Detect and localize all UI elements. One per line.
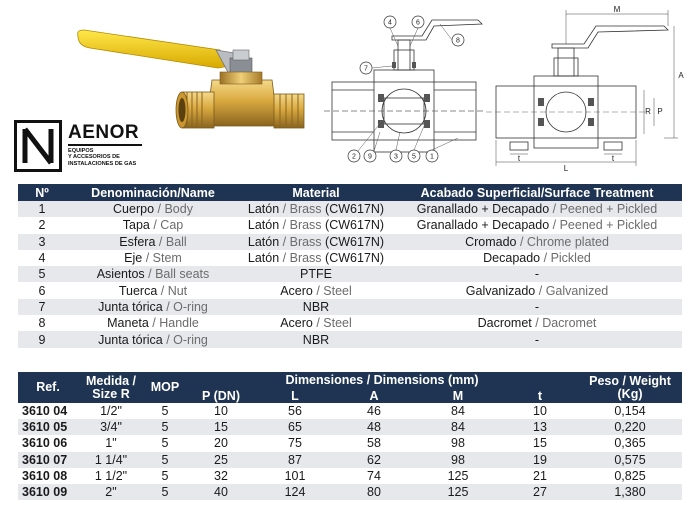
separator: / xyxy=(162,299,174,314)
cell-weight: 0,154 xyxy=(578,403,682,419)
part-number: 7 xyxy=(18,299,66,315)
finish-en: Peened + Pickled xyxy=(559,218,658,233)
dim-label-m: M xyxy=(613,5,621,14)
material-es: PTFE xyxy=(300,267,332,282)
cell-size: 1 1/2" xyxy=(78,468,144,484)
materials-table xyxy=(18,184,682,348)
header-dimensions-group: Dimensiones / Dimensions (mm) xyxy=(186,372,578,389)
part-finish xyxy=(392,266,682,282)
part-name-en: Body xyxy=(164,202,193,217)
cell-mop: 5 xyxy=(144,484,186,500)
finish-es: - xyxy=(534,267,540,282)
valve-dimension-drawing xyxy=(478,4,688,174)
part-name-es: Cuerpo xyxy=(113,202,155,217)
separator: / xyxy=(549,218,560,233)
material-row xyxy=(18,250,682,266)
part-name-en: Handle xyxy=(159,316,199,331)
cell-mop: 5 xyxy=(144,419,186,435)
finish-es: Dacromet xyxy=(477,316,532,331)
cell-l: 124 xyxy=(256,484,334,500)
part-number: 4 xyxy=(18,250,66,266)
dim-label-r: R xyxy=(645,107,651,116)
aenor-divider xyxy=(68,144,142,146)
aenor-certification-logo xyxy=(14,120,144,172)
material-grade: (CW617N) xyxy=(325,234,385,249)
part-name-en: Ball xyxy=(165,234,187,249)
cell-size: 1/2" xyxy=(78,403,144,419)
material-row xyxy=(18,234,682,250)
material-en: Brass xyxy=(289,202,322,217)
finish-en: Chrome plated xyxy=(526,234,609,249)
separator: / xyxy=(279,234,290,249)
material-row xyxy=(18,217,682,233)
separator: / xyxy=(531,316,543,331)
header-t: t xyxy=(502,389,578,403)
part-name xyxy=(66,331,240,347)
separator: / xyxy=(157,283,168,298)
material-en: Steel xyxy=(323,283,352,298)
part-finish xyxy=(392,250,682,266)
separator: / xyxy=(149,218,161,233)
material-en: Brass xyxy=(289,234,322,249)
dim-label-t-left: t xyxy=(517,154,521,163)
cell-mop: 5 xyxy=(144,435,186,451)
header-ref: Ref. xyxy=(18,372,78,403)
finish-en: Galvanized xyxy=(545,283,609,298)
material-en: Steel xyxy=(323,316,352,331)
cell-t: 15 xyxy=(502,435,578,451)
cell-l: 65 xyxy=(256,419,334,435)
material-grade: (CW617N) xyxy=(325,251,385,266)
cell-size: 3/4" xyxy=(78,419,144,435)
dim-label-t-right: t xyxy=(611,154,615,163)
dimension-row xyxy=(18,435,682,451)
cell-m: 98 xyxy=(414,452,502,468)
part-name-es: Junta tórica xyxy=(98,332,163,347)
aenor-n-mark-icon xyxy=(14,120,62,172)
separator: / xyxy=(148,316,160,331)
cell-ref: 3610 07 xyxy=(18,452,78,468)
cell-size: 1" xyxy=(78,435,144,451)
separator: / xyxy=(312,316,324,331)
part-name-en: Stem xyxy=(152,251,182,266)
cell-m: 125 xyxy=(414,468,502,484)
callout-8: 8 xyxy=(456,37,460,45)
separator: / xyxy=(154,202,165,217)
material-row xyxy=(18,331,682,347)
cell-m: 84 xyxy=(414,419,502,435)
finish-en: Pickled xyxy=(550,251,591,266)
header-size: Medida / Size R xyxy=(78,372,144,403)
part-number: 2 xyxy=(18,217,66,233)
separator: / xyxy=(516,234,527,249)
callout-7: 7 xyxy=(364,65,368,73)
callout-6: 6 xyxy=(416,19,420,27)
part-finish xyxy=(392,331,682,347)
header-p-dn: P (DN) xyxy=(186,389,256,403)
cell-weight: 1,380 xyxy=(578,484,682,500)
cell-ref: 3610 06 xyxy=(18,435,78,451)
header-m: M xyxy=(414,389,502,403)
header-material: Material xyxy=(240,184,392,201)
cell-size: 2" xyxy=(78,484,144,500)
part-name-en: O-ring xyxy=(173,299,208,314)
part-material xyxy=(240,217,392,233)
cell-m: 98 xyxy=(414,435,502,451)
dimension-row xyxy=(18,484,682,500)
callout-5: 5 xyxy=(412,153,416,161)
aenor-name: AENOR xyxy=(68,122,140,143)
material-en: Brass xyxy=(289,251,322,266)
cell-a: 48 xyxy=(334,419,414,435)
cell-l: 87 xyxy=(256,452,334,468)
cell-l: 56 xyxy=(256,403,334,419)
part-number: 9 xyxy=(18,331,66,347)
header-l: L xyxy=(256,389,334,403)
materials-header-row xyxy=(18,184,682,201)
part-material xyxy=(240,299,392,315)
separator: / xyxy=(549,202,560,217)
part-number: 6 xyxy=(18,282,66,298)
part-material xyxy=(240,201,392,217)
cell-size: 1 1/4" xyxy=(78,452,144,468)
dim-label-l: L xyxy=(563,164,569,173)
cell-a: 46 xyxy=(334,403,414,419)
material-en: Brass xyxy=(289,218,322,233)
part-material xyxy=(240,234,392,250)
part-number: 5 xyxy=(18,266,66,282)
part-number: 8 xyxy=(18,315,66,331)
cell-l: 101 xyxy=(256,468,334,484)
header-name: Denominación/Name xyxy=(66,184,240,201)
material-es: NBR xyxy=(302,332,330,347)
dimension-row xyxy=(18,419,682,435)
header-mop: MOP xyxy=(144,372,186,403)
part-name xyxy=(66,299,240,315)
part-finish xyxy=(392,299,682,315)
material-es: Acero xyxy=(280,316,313,331)
separator: / xyxy=(279,218,290,233)
cell-t: 27 xyxy=(502,484,578,500)
part-material xyxy=(240,315,392,331)
part-name xyxy=(66,201,240,217)
part-finish xyxy=(392,315,682,331)
header-a: A xyxy=(334,389,414,403)
cell-a: 74 xyxy=(334,468,414,484)
cell-p-dn: 15 xyxy=(186,419,256,435)
material-row xyxy=(18,201,682,217)
material-es: NBR xyxy=(302,299,330,314)
part-number: 3 xyxy=(18,234,66,250)
part-name-en: Ball seats xyxy=(155,267,210,282)
part-name xyxy=(66,282,240,298)
cell-t: 21 xyxy=(502,468,578,484)
part-name-es: Junta tórica xyxy=(98,299,163,314)
finish-en: Peened + Pickled xyxy=(559,202,658,217)
dimensions-body xyxy=(18,403,682,500)
part-name-en: Nut xyxy=(167,283,188,298)
valve-section-drawing xyxy=(318,10,490,170)
separator: / xyxy=(155,234,166,249)
material-grade: (CW617N) xyxy=(325,218,385,233)
part-name-es: Esfera xyxy=(119,234,156,249)
cell-ref: 3610 04 xyxy=(18,403,78,419)
cell-p-dn: 20 xyxy=(186,435,256,451)
separator: / xyxy=(535,283,546,298)
product-header xyxy=(0,0,694,178)
cell-p-dn: 10 xyxy=(186,403,256,419)
cell-ref: 3610 09 xyxy=(18,484,78,500)
callout-9: 9 xyxy=(368,153,372,161)
cell-t: 13 xyxy=(502,419,578,435)
dimensions-table xyxy=(18,372,682,500)
callout-1: 1 xyxy=(430,153,434,161)
finish-es: Granallado + Decapado xyxy=(416,202,550,217)
cell-ref: 3610 05 xyxy=(18,419,78,435)
part-name-es: Asientos xyxy=(96,267,145,282)
cell-weight: 0,825 xyxy=(578,468,682,484)
header-weight: Peso / Weight (Kg) xyxy=(578,372,682,403)
part-material xyxy=(240,331,392,347)
material-es: Latón xyxy=(247,218,280,233)
part-material xyxy=(240,266,392,282)
cell-a: 62 xyxy=(334,452,414,468)
part-name xyxy=(66,315,240,331)
finish-es: - xyxy=(534,332,540,347)
part-material xyxy=(240,250,392,266)
dim-label-p: P xyxy=(657,107,663,116)
finish-es: Cromado xyxy=(465,234,517,249)
dimension-row xyxy=(18,468,682,484)
header-finish: Acabado Superficial/Surface Treatment xyxy=(392,184,682,201)
material-es: Latón xyxy=(247,251,280,266)
part-finish xyxy=(392,282,682,298)
cell-p-dn: 25 xyxy=(186,452,256,468)
dim-label-a: A xyxy=(678,71,684,80)
part-name-es: Maneta xyxy=(107,316,149,331)
finish-es: Galvanizado xyxy=(465,283,536,298)
separator: / xyxy=(540,251,551,266)
separator: / xyxy=(279,251,290,266)
separator: / xyxy=(142,251,153,266)
material-row xyxy=(18,282,682,298)
callout-3: 3 xyxy=(394,153,398,161)
materials-body xyxy=(18,201,682,348)
cell-weight: 0,220 xyxy=(578,419,682,435)
finish-es: Decapado xyxy=(483,251,541,266)
callout-2: 2 xyxy=(352,153,356,161)
part-finish xyxy=(392,234,682,250)
finish-es: - xyxy=(534,299,540,314)
material-grade: (CW617N) xyxy=(325,202,385,217)
cell-m: 84 xyxy=(414,403,502,419)
part-name-es: Tapa xyxy=(122,218,150,233)
cell-mop: 5 xyxy=(144,403,186,419)
material-es: Acero xyxy=(280,283,313,298)
cell-t: 10 xyxy=(502,403,578,419)
cell-mop: 5 xyxy=(144,452,186,468)
separator: / xyxy=(279,202,290,217)
cell-weight: 0,365 xyxy=(578,435,682,451)
dimensions-header-row-1 xyxy=(18,372,682,389)
finish-es: Granallado + Decapado xyxy=(416,218,550,233)
material-row xyxy=(18,266,682,282)
part-finish xyxy=(392,217,682,233)
cell-a: 80 xyxy=(334,484,414,500)
cell-a: 58 xyxy=(334,435,414,451)
material-es: Latón xyxy=(247,234,280,249)
part-name xyxy=(66,217,240,233)
part-name-es: Tuerca xyxy=(118,283,158,298)
part-name-en: O-ring xyxy=(173,332,208,347)
material-row xyxy=(18,315,682,331)
cell-t: 19 xyxy=(502,452,578,468)
dimension-row xyxy=(18,452,682,468)
material-row xyxy=(18,299,682,315)
aenor-subtitle: EQUIPOS Y ACCESORIOS DE INSTALACIONES DE GAS xyxy=(68,148,137,167)
dimension-row xyxy=(18,403,682,419)
part-name xyxy=(66,266,240,282)
part-name-en: Cap xyxy=(160,218,184,233)
part-name-es: Eje xyxy=(124,251,143,266)
material-es: Latón xyxy=(247,202,280,217)
part-name xyxy=(66,250,240,266)
callout-4: 4 xyxy=(388,19,392,27)
part-finish xyxy=(392,201,682,217)
cell-m: 125 xyxy=(414,484,502,500)
part-number: 1 xyxy=(18,201,66,217)
cell-l: 75 xyxy=(256,435,334,451)
cell-weight: 0,575 xyxy=(578,452,682,468)
cell-mop: 5 xyxy=(144,468,186,484)
part-name xyxy=(66,234,240,250)
finish-en: Dacromet xyxy=(542,316,597,331)
cell-p-dn: 32 xyxy=(186,468,256,484)
separator: / xyxy=(162,332,174,347)
header-num: Nº xyxy=(18,184,66,201)
separator: / xyxy=(144,267,156,282)
cell-p-dn: 40 xyxy=(186,484,256,500)
part-material xyxy=(240,282,392,298)
cell-ref: 3610 08 xyxy=(18,468,78,484)
separator: / xyxy=(312,283,324,298)
